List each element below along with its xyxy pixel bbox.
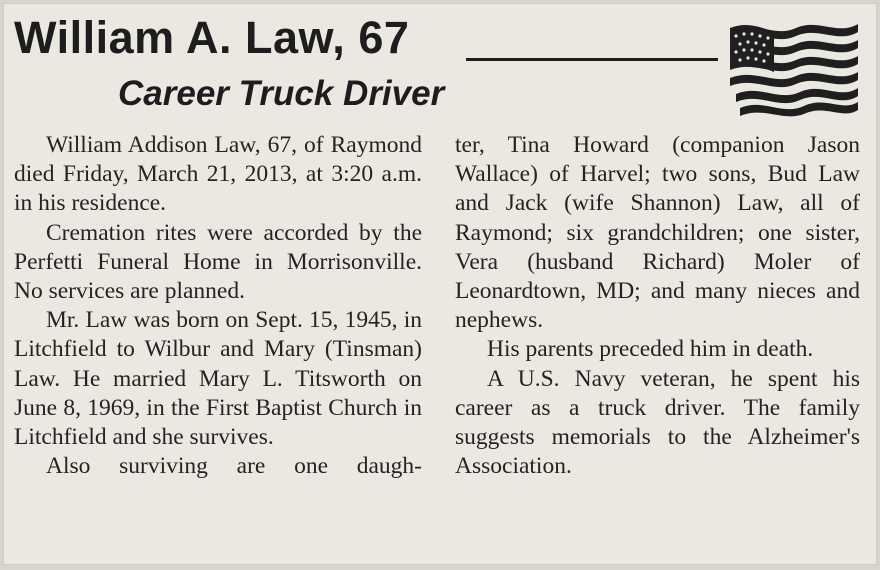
column-2 (455, 131, 860, 481)
paragraph-survivors-start: Also surviving are one daugh- (46, 453, 422, 480)
headline-rule (466, 58, 718, 61)
paragraph-death-notice: William Addison Law, 67, of Raymond died Friday, March 21, 2013, at 3:20 a.m. in his residence. (14, 132, 422, 217)
paragraph-services: Cremation rites were accorded by the Perfetti Funeral Home in Morrisonville. No services are planned. (14, 219, 422, 305)
column-1 (14, 131, 422, 481)
subheadline: Career Truck Driver (118, 74, 445, 113)
american-flag-icon (726, 16, 862, 120)
paragraph-preceded: His parents preceded him in death. (487, 336, 814, 363)
headline: William A. Law, 67 (14, 12, 410, 63)
paragraph-survivors-continued: ter, Tina Howard (companion Jason Wallace) of Harvel; two sons, Bud Law and Jack (wife Shannon) Law, all of Raymond; six grandchildren; one sister, Vera (husband Richard) Moler of Leonardtown, MD; and many nieces and nephews. (455, 132, 860, 334)
paragraph-career: A U.S. Navy veteran, he spent his career as a truck driver. The family suggests memorials to the Alzheimer's Association. (455, 365, 860, 480)
paragraph-biography: Mr. Law was born on Sept. 15, 1945, in Litchfield to Wilbur and Mary (Tinsman) Law. He married Mary L. Titsworth on June 8, 1969, in the First Baptist Church in Litchfield and she survives. (14, 307, 422, 451)
